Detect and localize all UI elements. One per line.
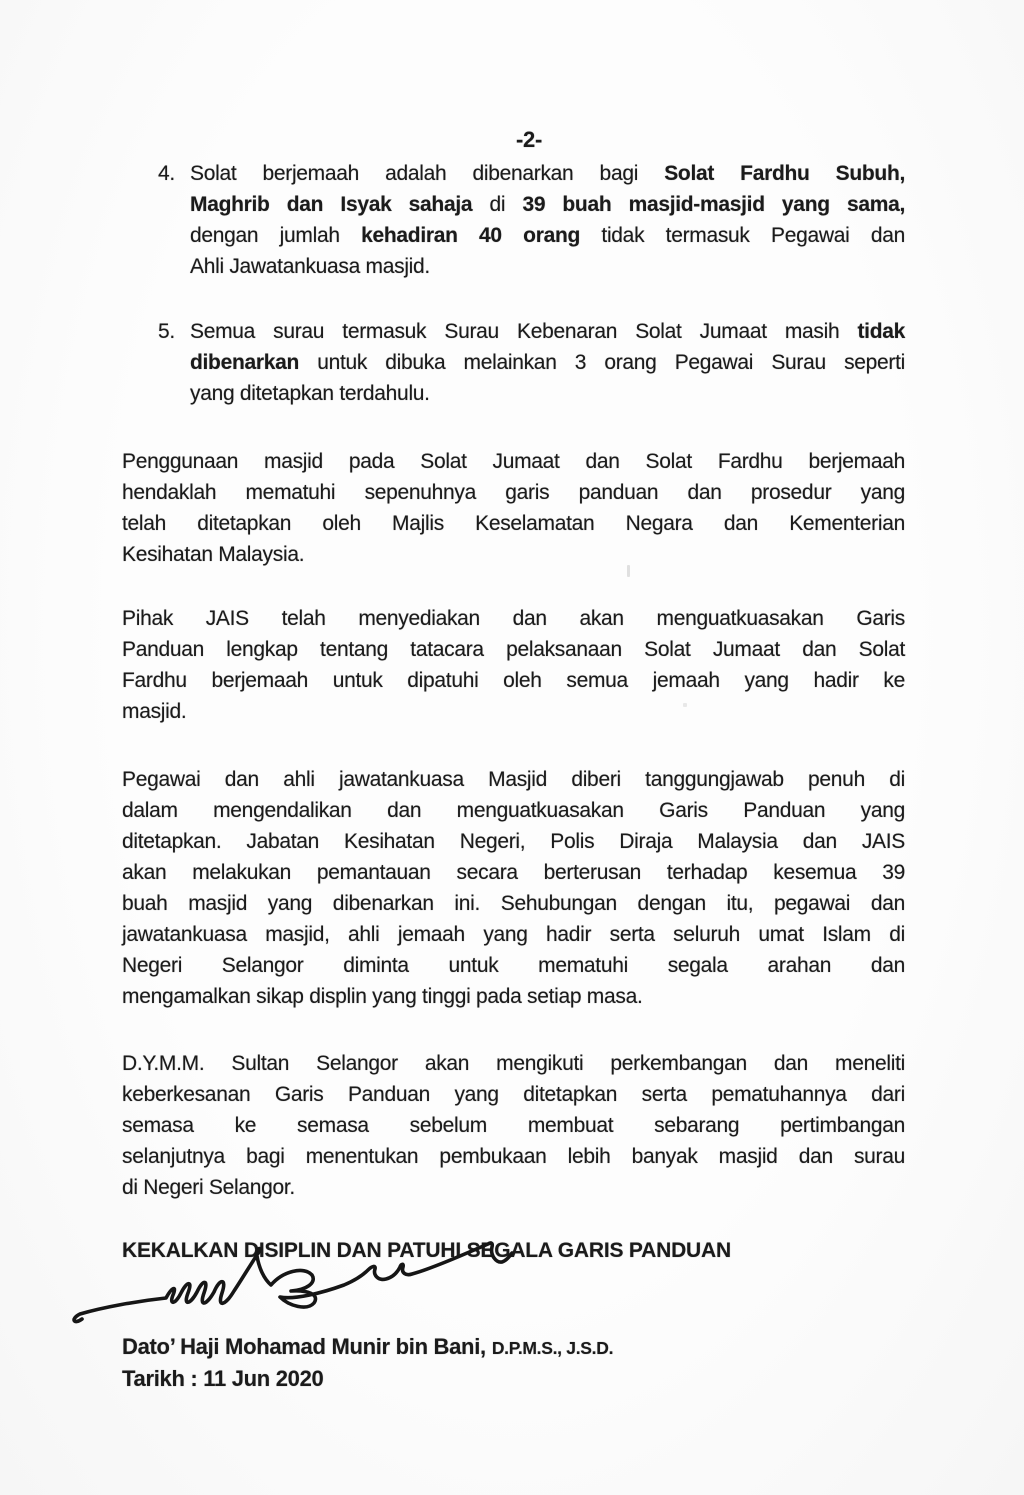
text-line bbox=[190, 378, 905, 409]
text-run: Pihak JAIS telah menyediakan dan akan menguatkuasakan Garis bbox=[122, 607, 905, 630]
text-line bbox=[122, 539, 905, 570]
text-run: mengamalkan sikap displin yang tinggi pada setiap masa. bbox=[122, 985, 643, 1008]
text-line bbox=[122, 981, 905, 1012]
text-line bbox=[122, 1079, 905, 1110]
text-line bbox=[122, 795, 905, 826]
text-run: masjid. bbox=[122, 700, 187, 723]
text-run: Ahli Jawatankuasa masjid. bbox=[190, 255, 430, 278]
paragraph bbox=[122, 603, 905, 727]
item-number: 5. bbox=[158, 320, 175, 343]
text-run: tidak termasuk Pegawai dan bbox=[580, 224, 905, 247]
bold-text-run: dibenarkan bbox=[190, 351, 300, 374]
text-run: Fardhu berjemaah untuk dipatuhi oleh semua jemaah yang hadir ke bbox=[122, 669, 905, 692]
page-number: -2- bbox=[516, 127, 542, 152]
text-line bbox=[122, 857, 905, 888]
text-run: Kesihatan Malaysia. bbox=[122, 543, 305, 566]
text-line bbox=[190, 220, 905, 251]
text-run: Solat berjemaah adalah dibenarkan bagi bbox=[190, 162, 665, 185]
text-line bbox=[122, 1048, 905, 1079]
text-line bbox=[190, 189, 905, 220]
text-run: jawatankuasa masjid, ahli jemaah yang hadir serta seluruh umat Islam di bbox=[122, 923, 905, 946]
text-run: akan melakukan pemantauan secara berterusan terhadap kesemua 39 bbox=[122, 861, 905, 884]
text-run: selanjutnya bagi menentukan pembukaan lebih banyak masjid dan surau bbox=[122, 1145, 905, 1168]
text-run: Semua surau termasuk Surau Kebenaran Solat Jumaat masih bbox=[190, 320, 858, 343]
text-line bbox=[122, 696, 905, 727]
text-line bbox=[122, 603, 905, 634]
bold-text-run: tidak bbox=[857, 320, 905, 343]
text-line bbox=[122, 1141, 905, 1172]
text-line bbox=[122, 665, 905, 696]
text-run: untuk dibuka melainkan 3 orang Pegawai Surau seperti bbox=[299, 351, 905, 374]
text-line bbox=[122, 508, 905, 539]
numbered-item bbox=[158, 316, 905, 409]
text-run: di Negeri Selangor. bbox=[122, 1176, 295, 1199]
text-run: D.Y.M.M. Sultan Selangor akan mengikuti perkembangan dan meneliti bbox=[122, 1052, 905, 1075]
text-line bbox=[122, 919, 905, 950]
text-line bbox=[122, 1172, 905, 1203]
text-line bbox=[122, 888, 905, 919]
signatory-name: Dato’ Haji Mohamad Munir bin Bani, bbox=[122, 1334, 486, 1359]
text-run: di bbox=[472, 193, 523, 216]
text-run: buah masjid yang dibenarkan ini. Sehubungan dengan itu, pegawai dan bbox=[122, 892, 905, 915]
bold-text-run: kehadiran 40 orang bbox=[361, 224, 581, 247]
text-run: telah ditetapkan oleh Majlis Keselamatan Negara dan Kementerian bbox=[122, 512, 905, 535]
text-run: dengan jumlah bbox=[190, 224, 362, 247]
text-run: dalam mengendalikan dan menguatkuasakan Garis Panduan yang bbox=[122, 799, 905, 822]
bold-text-run: 39 buah masjid-masjid yang sama, bbox=[522, 193, 905, 216]
paragraph bbox=[122, 446, 905, 570]
paragraph bbox=[122, 1048, 905, 1203]
text-run: yang ditetapkan terdahulu. bbox=[190, 382, 430, 405]
text-run: semasa ke semasa sebelum membuat sebarang pertimbangan bbox=[122, 1114, 905, 1137]
text-run: Negeri Selangor diminta untuk mematuhi segala arahan dan bbox=[122, 954, 905, 977]
text-line bbox=[122, 446, 905, 477]
scan-speck bbox=[683, 703, 687, 707]
text-line bbox=[122, 1110, 905, 1141]
text-line bbox=[122, 826, 905, 857]
text-run: keberkesanan Garis Panduan yang ditetapkan serta pematuhannya dari bbox=[122, 1083, 905, 1106]
item-text bbox=[190, 316, 905, 409]
bold-text-run: Maghrib dan Isyak sahaja bbox=[190, 193, 473, 216]
item-number: 4. bbox=[158, 162, 175, 185]
date-line: Tarikh : 11 Jun 2020 bbox=[122, 1366, 324, 1391]
paragraph bbox=[122, 764, 905, 1012]
text-run: Pegawai dan ahli jawatankuasa Masjid diberi tanggungjawab penuh di bbox=[122, 768, 905, 791]
numbered-item bbox=[158, 158, 905, 282]
text-line bbox=[122, 477, 905, 508]
text-line bbox=[122, 764, 905, 795]
text-line bbox=[190, 251, 905, 282]
text-run: ditetapkan. Jabatan Kesihatan Negeri, Polis Diraja Malaysia dan JAIS bbox=[122, 830, 905, 853]
text-run: Penggunaan masjid pada Solat Jumaat dan Solat Fardhu berjemaah bbox=[122, 450, 905, 473]
text-run: hendaklah mematuhi sepenuhnya garis panduan dan prosedur yang bbox=[122, 481, 905, 504]
text-line bbox=[190, 158, 905, 189]
item-text bbox=[190, 158, 905, 282]
signatory-line bbox=[122, 1332, 613, 1363]
slogan-heading: KEKALKAN DISIPLIN DAN PATUHI SEGALA GARIS PANDUAN bbox=[122, 1239, 731, 1262]
text-line bbox=[122, 950, 905, 981]
text-run: Panduan lengkap tentang tatacara pelaksanaan Solat Jumaat dan Solat bbox=[122, 638, 905, 661]
text-line bbox=[190, 347, 905, 378]
text-line bbox=[190, 316, 905, 347]
scan-speck bbox=[627, 565, 630, 577]
signatory-honors: D.P.M.S., J.S.D. bbox=[491, 1338, 614, 1358]
text-line bbox=[122, 634, 905, 665]
bold-text-run: Solat Fardhu Subuh, bbox=[664, 162, 906, 185]
